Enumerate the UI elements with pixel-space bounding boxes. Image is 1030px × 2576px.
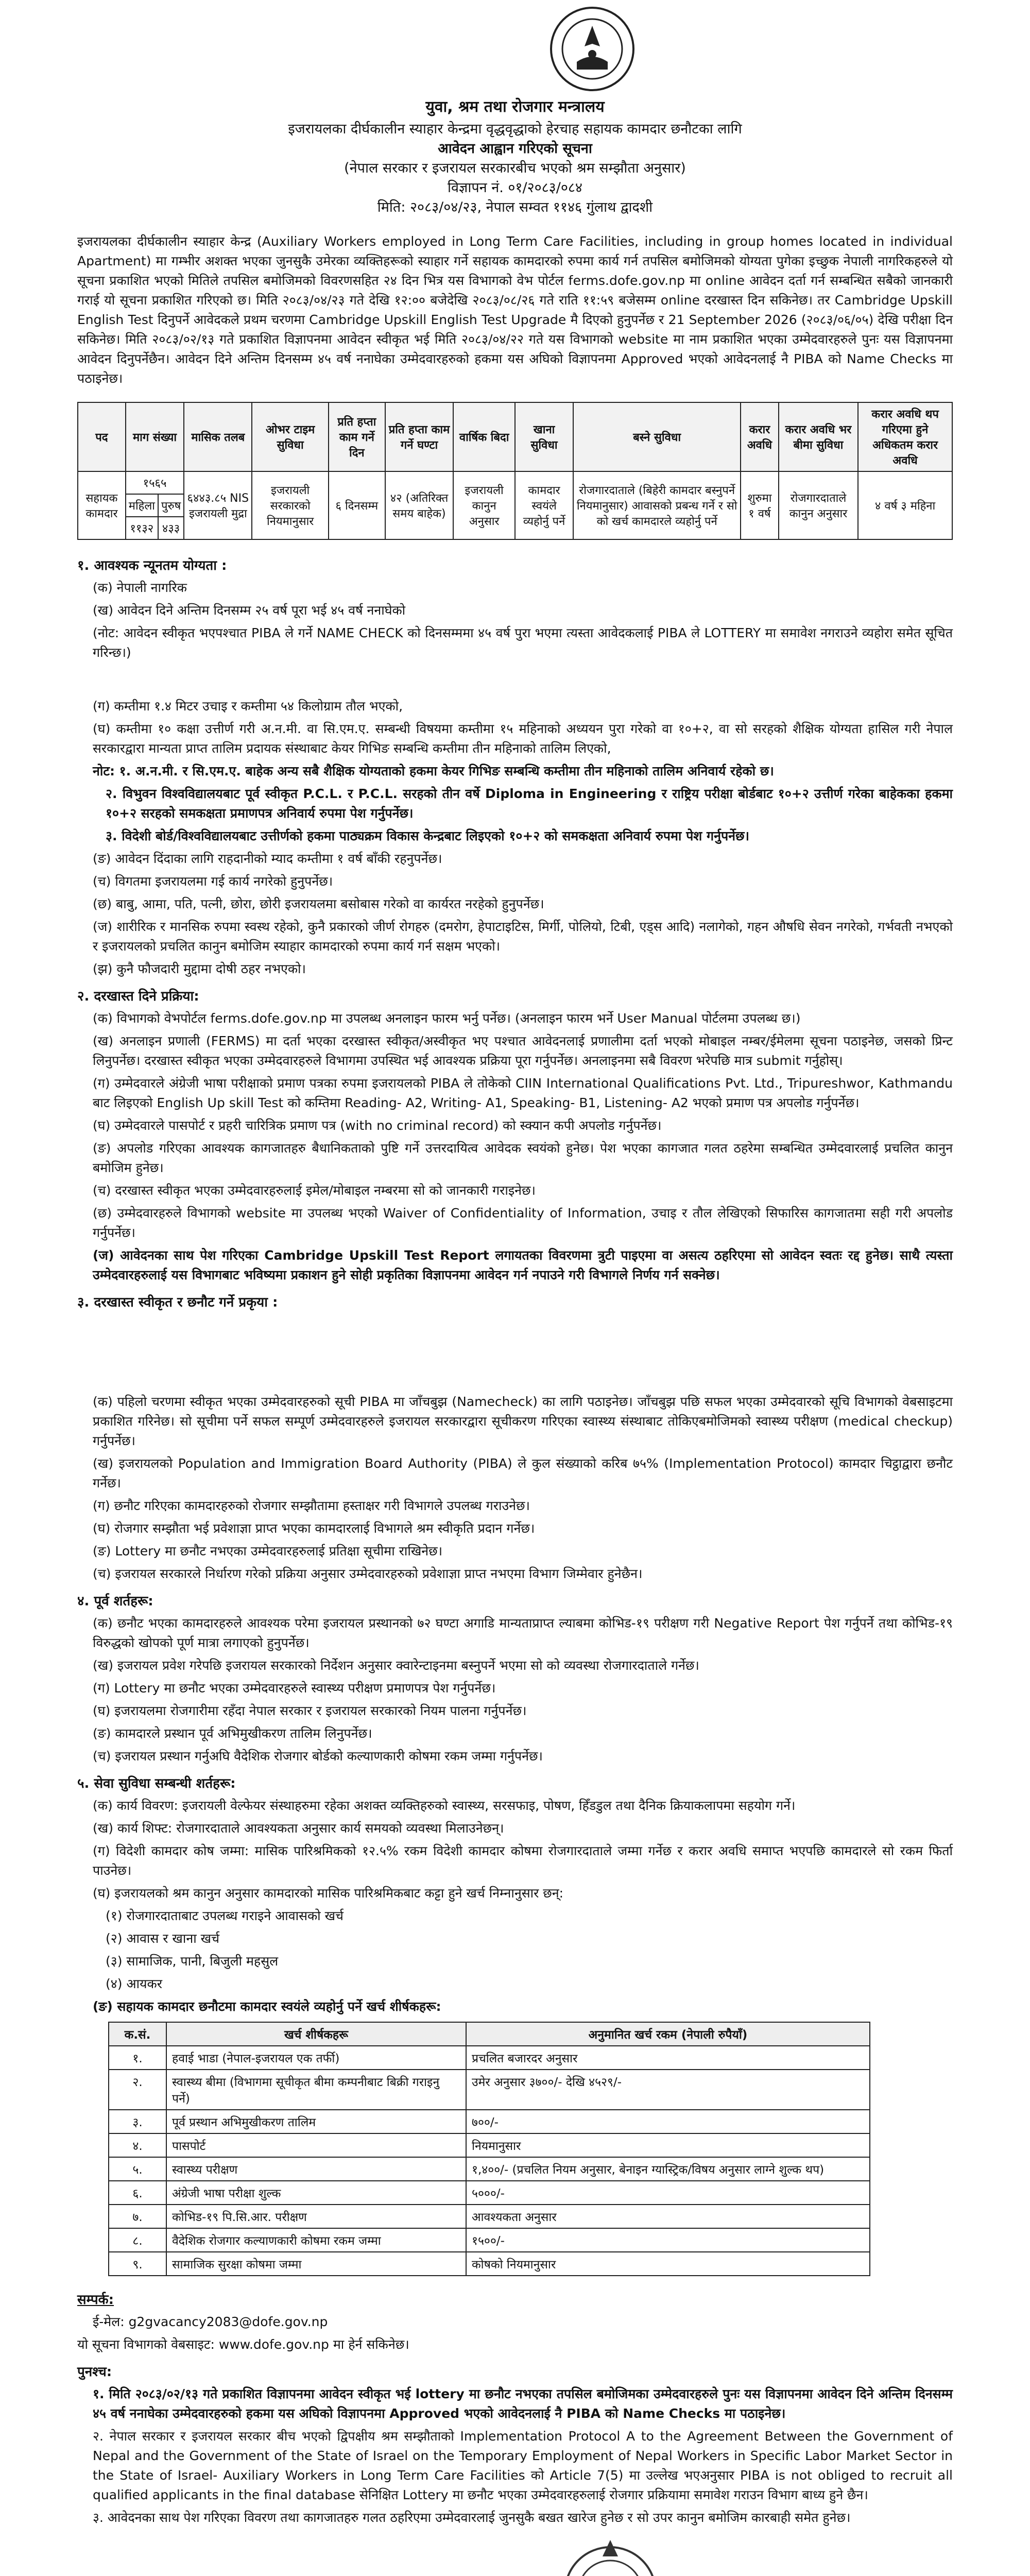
list-item: (घ) रोजगार सम्झौता भई प्रवेशाज्ञा प्राप्त भएका कामदारलाई विभागले श्रम स्वीकृति प्रदान गर्नेछ। xyxy=(93,1521,535,1536)
cell-housing: रोजगारदाताले (बिहेरी कामदार बस्नुपर्ने नियमानुसार) आवासको प्रबन्ध गर्ने र सो को खर्च कामदारले व्यहोर्नु पर्ने xyxy=(573,471,741,539)
advertisement-number: विज्ञापन नं. ०१/२०८३/०८४ xyxy=(448,180,582,196)
list-item: (ज) आवेदनका साथ पेश गरिएका Cambridge Upskill Test Report लगायतका विवरणमा त्रुटी पाइएमा वा असत्य ठहरिएमा सो आवेदन स्वतः रद्द हुनेछ। साथै त्यस्ता उम्मेदवारहरुलाई यस विभागबाट भविष्यमा प्रकाशन हुने सोही प्रकृतिका विज्ञापनमा आवेदन गर्न नपाउने गरी विभागले निर्णय गर्न सक्नेछ। xyxy=(93,1248,953,1282)
list-item: ३. आवेदनका साथ पेश गरिएका विवरण तथा कागजातहरु गलत ठहरिएमा उम्मेदवारलाई जुनसुकै बखत खारेज हुनेछ र सो उपर कानुन बमोजिम कारबाही समेत हुनेछ। xyxy=(93,2510,851,2525)
list-item: (ग) छनौट गरिएका कामदारहरुको रोजगार सम्झौतामा हस्ताक्षर गरी विभागले उपलब्ध गराउनेछ। xyxy=(93,1498,530,1513)
list-item: (क) छनौट भएका कामदारहरुले आवश्यक परेमा इजरायल प्रस्थानको ७२ घण्टा अगाडि मान्यताप्राप्त ल्याबमा कोभिड-१९ परीक्षण गरी Negative Report पेश गर्नुपर्ने तथा कोभिड-१९ विरुद्धको खोपको पूर्ण मात्रा लगाएको हुनुपर्नेछ। xyxy=(93,1616,953,1650)
demand-female: ११३२ xyxy=(126,517,158,539)
list-item: (ङ) Lottery मा छनौट नभएका उम्मेदवारहरुलाई प्रतिक्षा सूचीमा राखिनेछ। xyxy=(93,1544,443,1558)
table-row: ८. वैदेशिक रोजगार कल्याणकारी कोषमा रकम जम्मा १५००/- xyxy=(109,2228,870,2252)
demand-split-values xyxy=(126,517,184,539)
list-item: (च) विगतमा इजरायलमा गई कार्य नगरेको हुनुपर्नेछ। xyxy=(93,874,333,889)
list-item: (ख) इजरायलको Population and Immigration Board Authority (PIBA) ले कुल संख्याको करिब ७५% (Implementation Protocol) कामदार चिट्ठाद्वारा छनौट गर्नेछ। xyxy=(93,1456,953,1490)
notice-subtitle: आवेदन आह्वान गरिएको सूचना xyxy=(438,141,592,157)
col-expense-head: खर्च शीर्षकहरू xyxy=(166,2022,466,2046)
list-item: १. मिति २०८३/०२/१३ गते प्रकाशित विज्ञापनमा आवेदन स्वीकृत भई lottery मा छनौट नभएका तपसिल बमोजिमका उम्मेदवारहरुले पुनः यस विज्ञापनमा आवेदन दिने अन्तिम दिनसम्म ४५ वर्ष ननाघेका उम्मेदवारहरुको हकमा यस अघिको विज्ञापनमा Approved भएको आवेदनलाई नै PIBA को Name Checks मा पठाइनेछ। xyxy=(93,2386,953,2421)
list-item: २. नेपाल सरकार र इजरायल सरकार बीच भएको द्विपक्षीय श्रम सम्झौताको Implementation Protocol A to the Agreement Between the Government of Nepal and the Government of the State of Israel on the Temporary Employment of Nepal Workers in Specific Labor Market Sector in the State of Israel- Auxiliary Workers in Long Term Care Facilities को Article 7(5) मा उल्लेख भएअनुसार PIBA is not obliged to recruit all qualified applicants in the final database सेनिक्षित Lottery मा छनौट भएका उम्मेदवारहरुलाई रोजगार प्रक्रियामा समावेश गराउन विभाग बाध्य हुने छैन। xyxy=(93,2429,953,2502)
col-serial: क.सं. xyxy=(109,2022,166,2046)
col-post: पद xyxy=(78,402,126,471)
expense-table xyxy=(108,2022,870,2276)
list-item: (क) कार्य विवरण: इजरायली वेल्फेयर संस्थाहरुमा रहेका अशक्त व्यक्तिहरुको स्वास्थ्य, सरसफाइ, पोषण, हिँडडुल तथा दैनिक क्रियाकलापमा सहयोग गर्ने। xyxy=(93,1798,796,1813)
list-item: (च) दरखास्त स्वीकृत भएका उम्मेदवारहरुलाई इमेल/मोबाइल नम्बरमा सो को जानकारी गराइनेछ। xyxy=(93,1183,536,1198)
col-overtime: ओभर टाइम सुविधा xyxy=(252,402,329,471)
contact-website: यो सूचना विभागको वेबसाइट: www.dofe.gov.np मा हेर्न सकिनेछ। xyxy=(77,2337,409,2352)
cell-post: सहायक कामदार xyxy=(78,471,126,539)
list-item: (घ) कम्तीमा १० कक्षा उत्तीर्ण गरी अ.न.मी. वा सि.एम.ए. सम्बन्धी विषयमा कम्तीमा १५ महिनाको अध्ययन पुरा गरेको वा १०+२, वा सो सरहको शैक्षिक योग्यता हासिल गरी नेपाल सरकारद्वारा मान्यता प्राप्त तालिम प्रदायक संस्थाबाट केयर गिभिङ सम्बन्धि कम्तीमा तीन महिनाको तालिम लिएको, xyxy=(93,721,953,756)
expense-table-header xyxy=(109,2022,870,2046)
demand-male-label: पुरुष xyxy=(161,500,181,513)
table-row xyxy=(78,471,952,494)
list-item: (ग) कम्तीमा १.४ मिटर उचाइ र कम्तीमा ५४ किलोग्राम तौल भएको, xyxy=(93,699,403,714)
col-max-term: करार अवधि थप गरिएमा हुने अधिकतम करार अवधि xyxy=(858,402,952,471)
cell-overtime: इजरायली सरकारको नियमानुसार xyxy=(252,471,329,539)
cell-max-term: ४ वर्ष ३ महिना xyxy=(858,471,952,539)
list-item: (४) आयकर xyxy=(106,1976,162,1991)
demand-female-label: महिला xyxy=(126,495,158,516)
demand-male: ४३३ xyxy=(162,522,180,535)
list-item: (ख) अनलाइन प्रणाली (FERMS) मा दर्ता भएका दरखास्त स्वीकृत/अस्वीकृत भए पश्चात आवेदनलाई प्रणालीमा दर्ता भएको मोबाइल नम्बर/ईमेलमा सूचना पठाइनेछ, जसको प्रिन्ट लिनुपर्नेछ। दरखास्त स्वीकृत भएका उम्मेदवारहरुले विभागमा उपस्थित भई आवश्यक प्रक्रिया पूरा गर्नुपर्नेछ। अनलाइनमा सबै विवरण भरेपछि मात्र submit गर्नुहोस्। xyxy=(93,1033,953,1068)
table-row: ९. सामाजिक सुरक्षा कोषमा जम्मा कोषको नियमानुसार xyxy=(109,2252,870,2276)
signature-area xyxy=(77,2531,953,2576)
col-insurance: करार अवधि भर बीमा सुविधा xyxy=(779,402,858,471)
list-item: (ङ) कामदारले प्रस्थान पूर्व अभिमुखीकरण तालिम लिनुपर्नेछ। xyxy=(93,1726,372,1741)
postscript-heading: पुनश्च: xyxy=(77,2364,112,2380)
cell-leave: इजरायली कानुन अनुसार xyxy=(453,471,515,539)
list-item: (छ) उम्मेदवारहरुले विभागको website मा उपलब्ध भएको Waiver of Confidentiality of Information, उचाइ र तौल लेखिएको सिफारिस कागजातमा सही गरी अपलोड गर्नुपर्नेछ। xyxy=(93,1206,953,1240)
list-item: (ग) उम्मेदवारले अंग्रेजी भाषा परीक्षाको प्रमाण पत्रका रुपमा इजरायलको PIBA ले तोकेको CIIN International Qualifications Pvt. Ltd., Tripureshwor, Kathmandu बाट लिइएको English Up skill Test को कम्तिमा Reading- A2, Writing- A1, Speaking- B1, Listening- A2 भएको प्रमाण पत्र अपलोड गर्नुपर्नेछ। xyxy=(93,1076,953,1110)
list-item: ३. विदेशी बोर्ड/विश्वविद्यालयबाट उत्तीर्णको हकमा पाठ्यक्रम विकास केन्द्रबाट लिइएको १०+२ को समकक्षता अनिवार्य रुपमा पेश गर्नुपर्नेछ। xyxy=(106,828,750,843)
notice-header xyxy=(77,0,953,232)
table-row: ४. पासपोर्ट नियमानुसार xyxy=(109,2133,870,2157)
cell-term: शुरुमा १ वर्ष xyxy=(741,471,779,539)
cell-food: कामदार स्वयंले व्यहोर्नु पर्ने xyxy=(515,471,573,539)
contact-heading: सम्पर्क: xyxy=(77,2292,114,2308)
vacancy-table-header xyxy=(78,402,952,471)
list-item: (ख) कार्य शिफ्ट: रोजगारदाताले आवश्यकता अनुसार कार्य समयको व्यवस्था मिलाउनेछन्। xyxy=(93,1821,504,1836)
section-heading: ४. पूर्व शर्तहरू: xyxy=(77,1594,153,1609)
list-item: (१) रोजगारदाताबाट उपलब्ध गराइने आवासको खर्च xyxy=(106,1908,344,1923)
table-row: ६. अंग्रेजी भाषा परीक्षा शुल्क ५०००/- xyxy=(109,2181,870,2205)
col-salary: मासिक तलब xyxy=(184,402,252,471)
col-term: करार अवधि xyxy=(741,402,779,471)
contact-email[interactable]: ई-मेल: g2gvacancy2083@dofe.gov.np xyxy=(93,2314,328,2329)
list-item: (क) नेपाली नागरिक xyxy=(93,580,187,595)
list-item: (ङ) आवेदन दिंदाका लागि राहदानीको म्याद कम्तीमा १ वर्ष बाँकी रहनुपर्नेछ। xyxy=(93,851,442,866)
list-item: (क) पहिलो चरणमा स्वीकृत भएका उम्मेदवारहरुको सूची PIBA मा जाँचबुझ (Namecheck) का लागि पठाइनेछ। जाँचबुझ पछि सफल भएका उम्मेदवारको सूचि विभागको वेबसाइटमा प्रकाशित गरिनेछ। सो सूचीमा पर्ने सफल सम्पूर्ण उम्मेदवारहरुले इजरायल सरकारद्वारा सूचीकरण गरिएका स्वास्थ्य संस्थाबाट तोकिएबमोजिमको स्वास्थ्य परीक्षण (medical checkup) गर्नुपर्नेछ। xyxy=(93,1394,953,1448)
list-item: २. विभुवन विश्वविद्यालयबाट पूर्व स्वीकृत P.C.L. र P.C.L. सरहको तीन वर्षे Diploma in Engineering र राष्ट्रिय परीक्षा बोर्डबाट १०+२ उत्तीर्ण गरेका बाहेकका हकमा १०+२ सरहको समकक्षता प्रमाणपत्र अनिवार्य रुपमा पेश गर्नुपर्नेछ। xyxy=(106,786,953,821)
col-hours: प्रति हप्ता काम गर्ने घण्टा xyxy=(385,402,454,471)
agreement-line: (नेपाल सरकार र इजरायल सरकारबीच भएको श्रम सम्झौता अनुसार) xyxy=(344,160,686,176)
col-demand: माग संख्या xyxy=(126,402,184,471)
list-item: (घ) इजरायलको श्रम कानुन अनुसार कामदारको मासिक पारिश्रमिकबाट कट्टा हुने खर्च निम्नानुसार छन्: xyxy=(93,1886,564,1901)
section-heading: ३. दरखास्त स्वीकृत र छनौट गर्ने प्रकृया : xyxy=(77,1295,278,1310)
cell-insurance: रोजगारदाताले कानुन अनुसार xyxy=(779,471,858,539)
list-item: (ङ) सहायक कामदार छनौटमा कामदार स्वयंले व्यहोर्नु पर्ने खर्च शीर्षकहरू: xyxy=(93,1999,441,2014)
cell-demand-total: १५६५ xyxy=(126,471,184,494)
col-leave: वार्षिक बिदा xyxy=(453,402,515,471)
col-days: प्रति हप्ता काम गर्ने दिन xyxy=(329,402,385,471)
section-heading: ५. सेवा सुविधा सम्बन्धी शर्तहरू: xyxy=(77,1776,236,1791)
list-item: (३) सामाजिक, पानी, बिजुली महसुल xyxy=(106,1954,279,1969)
section-heading: १. आवश्यक न्यूनतम योग्यता : xyxy=(77,558,227,573)
intro-paragraph: इजरायलका दीर्घकालीन स्याहार केन्द्र (Auxiliary Workers employed in Long Term Care Facilities, including in group homes located in individual Apartment) मा गम्भीर अशक्त भएका जुनसुकै उमेरका व्यक्तिहरूको स्याहार गर्ने सहायक कामदारको रुपमा कार्य गर्न तपसिल बमोजिमको योग्यता पुगेका इच्छुक नेपाली नागरिकहरुले यो सूचना प्रकाशित भएको मितिले तपसिल बमोजिमको विवरणसहित २४ दिन भित्र यस विभागको वेभ पोर्टल ferms.dofe.gov.np मा online आवेदन दर्ता गर्न सम्बन्धित सबैको जानकारी गराई यो सूचना प्रकाशित गरिएको छ। मिति २०८३/०४/२३ गते देखि १२:०० बजेदेखि २०८३/०८/२६ गते राति ११:५९ बजेसम्म online दरखास्त दिन सकिनेछ। तर Cambridge Upskill English Test दिनुपर्ने आवेदकले प्रथम चरणमा Cambridge Upskill English Test Upgrade मै दिएको हुनुपर्नेछ र 21 September 2026 (२०८३/०६/०५) देखि परीक्षा दिन सकिनेछ। मिति २०८३/०२/१३ गते प्रकाशित विज्ञापनमा आवेदन स्वीकृत भई मिति २०८३/०४/२२ गते यस विभागको website मा नाम प्रकाशित भएका उम्मेदवारहरुले पुनः यस विज्ञापनमा आवेदन दिनुपर्नेछैन। आवेदन दिने अन्तिम दिनसम्म ४५ वर्ष ननाघेका उम्मेदवारहरुको हकमा यस अघिको विज्ञापनमा Approved भएको आवेदनलाई नै PIBA को Name Checks मा पठाइनेछ। xyxy=(77,234,953,386)
government-emblem-icon xyxy=(548,5,636,93)
list-item: (घ) उम्मेदवारले पासपोर्ट र प्रहरी चारित्रिक प्रमाण पत्र (with no criminal record) को स्क्यान कपी अपलोड गर्नुपर्नेछ। xyxy=(93,1118,662,1133)
list-item: (च) इजरायल प्रस्थान गर्नुअघि वैदेशिक रोजगार बोर्डको कल्याणकारी कोषमा रकम जम्मा गर्नुपर्नेछ। xyxy=(93,1749,543,1764)
list-item: (नोट: आवेदन स्वीकृत भएपश्चात PIBA ले गर्ने NAME CHECK को दिनसम्ममा ४५ वर्ष पुरा भएमा त्यस्ता आवेदकलाई PIBA ले LOTTERY मा समावेश नगराउने व्यहोरा समेत सूचित गरिन्छ।) xyxy=(93,625,953,660)
table-row: १. हवाई भाडा (नेपाल-इजरायल एक तर्फी) प्रचलित बजारदर अनुसार xyxy=(109,2046,870,2070)
table-row: २. स्वास्थ्य बीमा (विभागमा सूचीकृत बीमा कम्पनीबाट बिक्री गराइनु पर्ने) उमेर अनुसार ३७००/- देखि ४५२९/- xyxy=(109,2070,870,2110)
cell-hours: ४२ (अतिरिक्त समय बाहेक) xyxy=(385,471,454,539)
cell-salary: ६४४३.८५ NIS इजरायली मुद्रा xyxy=(184,471,252,539)
demand-split xyxy=(126,495,184,516)
list-item: (छ) बाबु, आमा, पति, पत्नी, छोरा, छोरी इजरायलमा बसोबास गरेको वा कार्यरत नरहेको हुनुपर्नेछ। xyxy=(93,896,544,911)
list-item: (च) इजरायल सरकारले निर्धारण गरेको प्रक्रिया अनुसार उम्मेदवारहरुको प्रवेशाज्ञा प्राप्त नभएमा विभाग जिम्मेवार हुनेछैन। xyxy=(93,1566,643,1581)
list-item: (ङ) अपलोड गरिएका आवश्यक कागजातहरु बैधानिकताको पुष्टि गर्ने उत्तरदायित्व आवेदक स्वयंको हुनेछ। पेश भएका कागजात गलत ठहरेमा सम्बन्धित उम्मेदवारलाई प्रचलित कानुन बमोजिम हुनेछ। xyxy=(93,1141,953,1175)
vacancy-table xyxy=(77,402,953,540)
col-estimated-amount: अनुमानित खर्च रकम (नेपाली रुपैयाँ) xyxy=(466,2022,870,2046)
col-food: खाना सुविधा xyxy=(515,402,573,471)
table-row: ७. कोभिड-१९ पि.सि.आर. परीक्षण आवश्यकता अनुसार xyxy=(109,2205,870,2228)
list-item: (ग) Lottery मा छनौट भएका उम्मेदवारहरुले स्वास्थ्य परीक्षण प्रमाणपत्र पेश गर्नुपर्नेछ। xyxy=(93,1681,496,1696)
list-item: (झ) कुनै फौजदारी मुद्दामा दोषी ठहर नभएको। xyxy=(93,961,306,976)
list-item: नोट: १. अ.न.मी. र सि.एम.ए. बाहेक अन्य सबै शैक्षिक योग्यताको हकमा केयर गिभिङ सम्बन्धि कम्तीमा तीन महिनाको तालिम अनिवार्य रहेको छ। xyxy=(93,764,774,778)
list-item: (ज) शारीरिक र मानसिक रुपमा स्वस्थ रहेको, कुनै प्रकारको जीर्ण रोगहरु (दमरोग, हेपाटाइटिस, मिर्गी, पोलियो, टिबी, एड्स आदि) नलागेको, गहन औषधि सेवन नगरेको, गर्भवती नभएको र इजरायलको प्रचलित कानुन बमोजिम स्याहार कामदारको रुपमा कार्य गर्न सक्षम भएको। xyxy=(93,919,953,954)
list-item: (घ) इजरायलमा रोजगारीमा रहँदा नेपाल सरकार र इजरायल सरकारको नियम पालना गर्नुपर्नेछ। xyxy=(93,1703,527,1718)
signature-icon xyxy=(711,2562,809,2576)
list-item: (ख) इजरायल प्रवेश गरेपछि इजरायल सरकारको निर्देशन अनुसार क्वारेन्टाइनमा बस्नुपर्ने भएमा सो को व्यवस्था रोजगारदाताले गर्नेछ। xyxy=(93,1658,699,1673)
table-row: ३. पूर्व प्रस्थान अभिमुखीकरण तालिम ७००/- xyxy=(109,2110,870,2133)
cell-days: ६ दिनसम्म xyxy=(329,471,385,539)
ministry-name: युवा, श्रम तथा रोजगार मन्त्रालय xyxy=(425,98,605,116)
office-seal-icon xyxy=(556,2531,664,2576)
table-row: ५. स्वास्थ्य परीक्षण १,४००/- (प्रचलित नियम अनुसार, बेनाइन ग्यास्ट्रिक/विषय अनुसार लाग्ने शुल्क थप) xyxy=(109,2157,870,2181)
list-item: (ग) विदेशी कामदार कोष जम्मा: मासिक पारिश्रमिकको १२.५% रकम विदेशी कामदार कोषमा रोजगारदाताले जम्मा गर्नेछ र करार अवधि समाप्त भएपछि कामदारले सो रकम फिर्ता पाउनेछ। xyxy=(93,1843,953,1878)
notice-title: इजरायलका दीर्घकालीन स्याहार केन्द्रमा वृद्धवृद्धाको हेरचाह सहायक कामदार छनौटका लागि xyxy=(288,121,742,137)
list-item: (क) विभागको वेभपोर्टल ferms.dofe.gov.np मा उपलब्ध अनलाइन फारम भर्नु पर्नेछ। (अनलाइन फारम भर्ने User Manual पोर्टलमा उपलब्ध छ।) xyxy=(93,1011,801,1026)
section-heading: २. दरखास्त दिने प्रक्रिया: xyxy=(77,989,199,1004)
col-housing: बस्ने सुविधा xyxy=(573,402,741,471)
list-item: (ख) आवेदन दिने अन्तिम दिनसम्म २५ वर्ष पूरा भई ४५ वर्ष ननाघेको xyxy=(93,603,406,618)
notice-date: मिति: २०८३/०४/२३, नेपाल सम्वत ११४६ गुंलाथ द्वादशी xyxy=(377,199,653,215)
list-item: (२) आवास र खाना खर्च xyxy=(106,1931,219,1946)
